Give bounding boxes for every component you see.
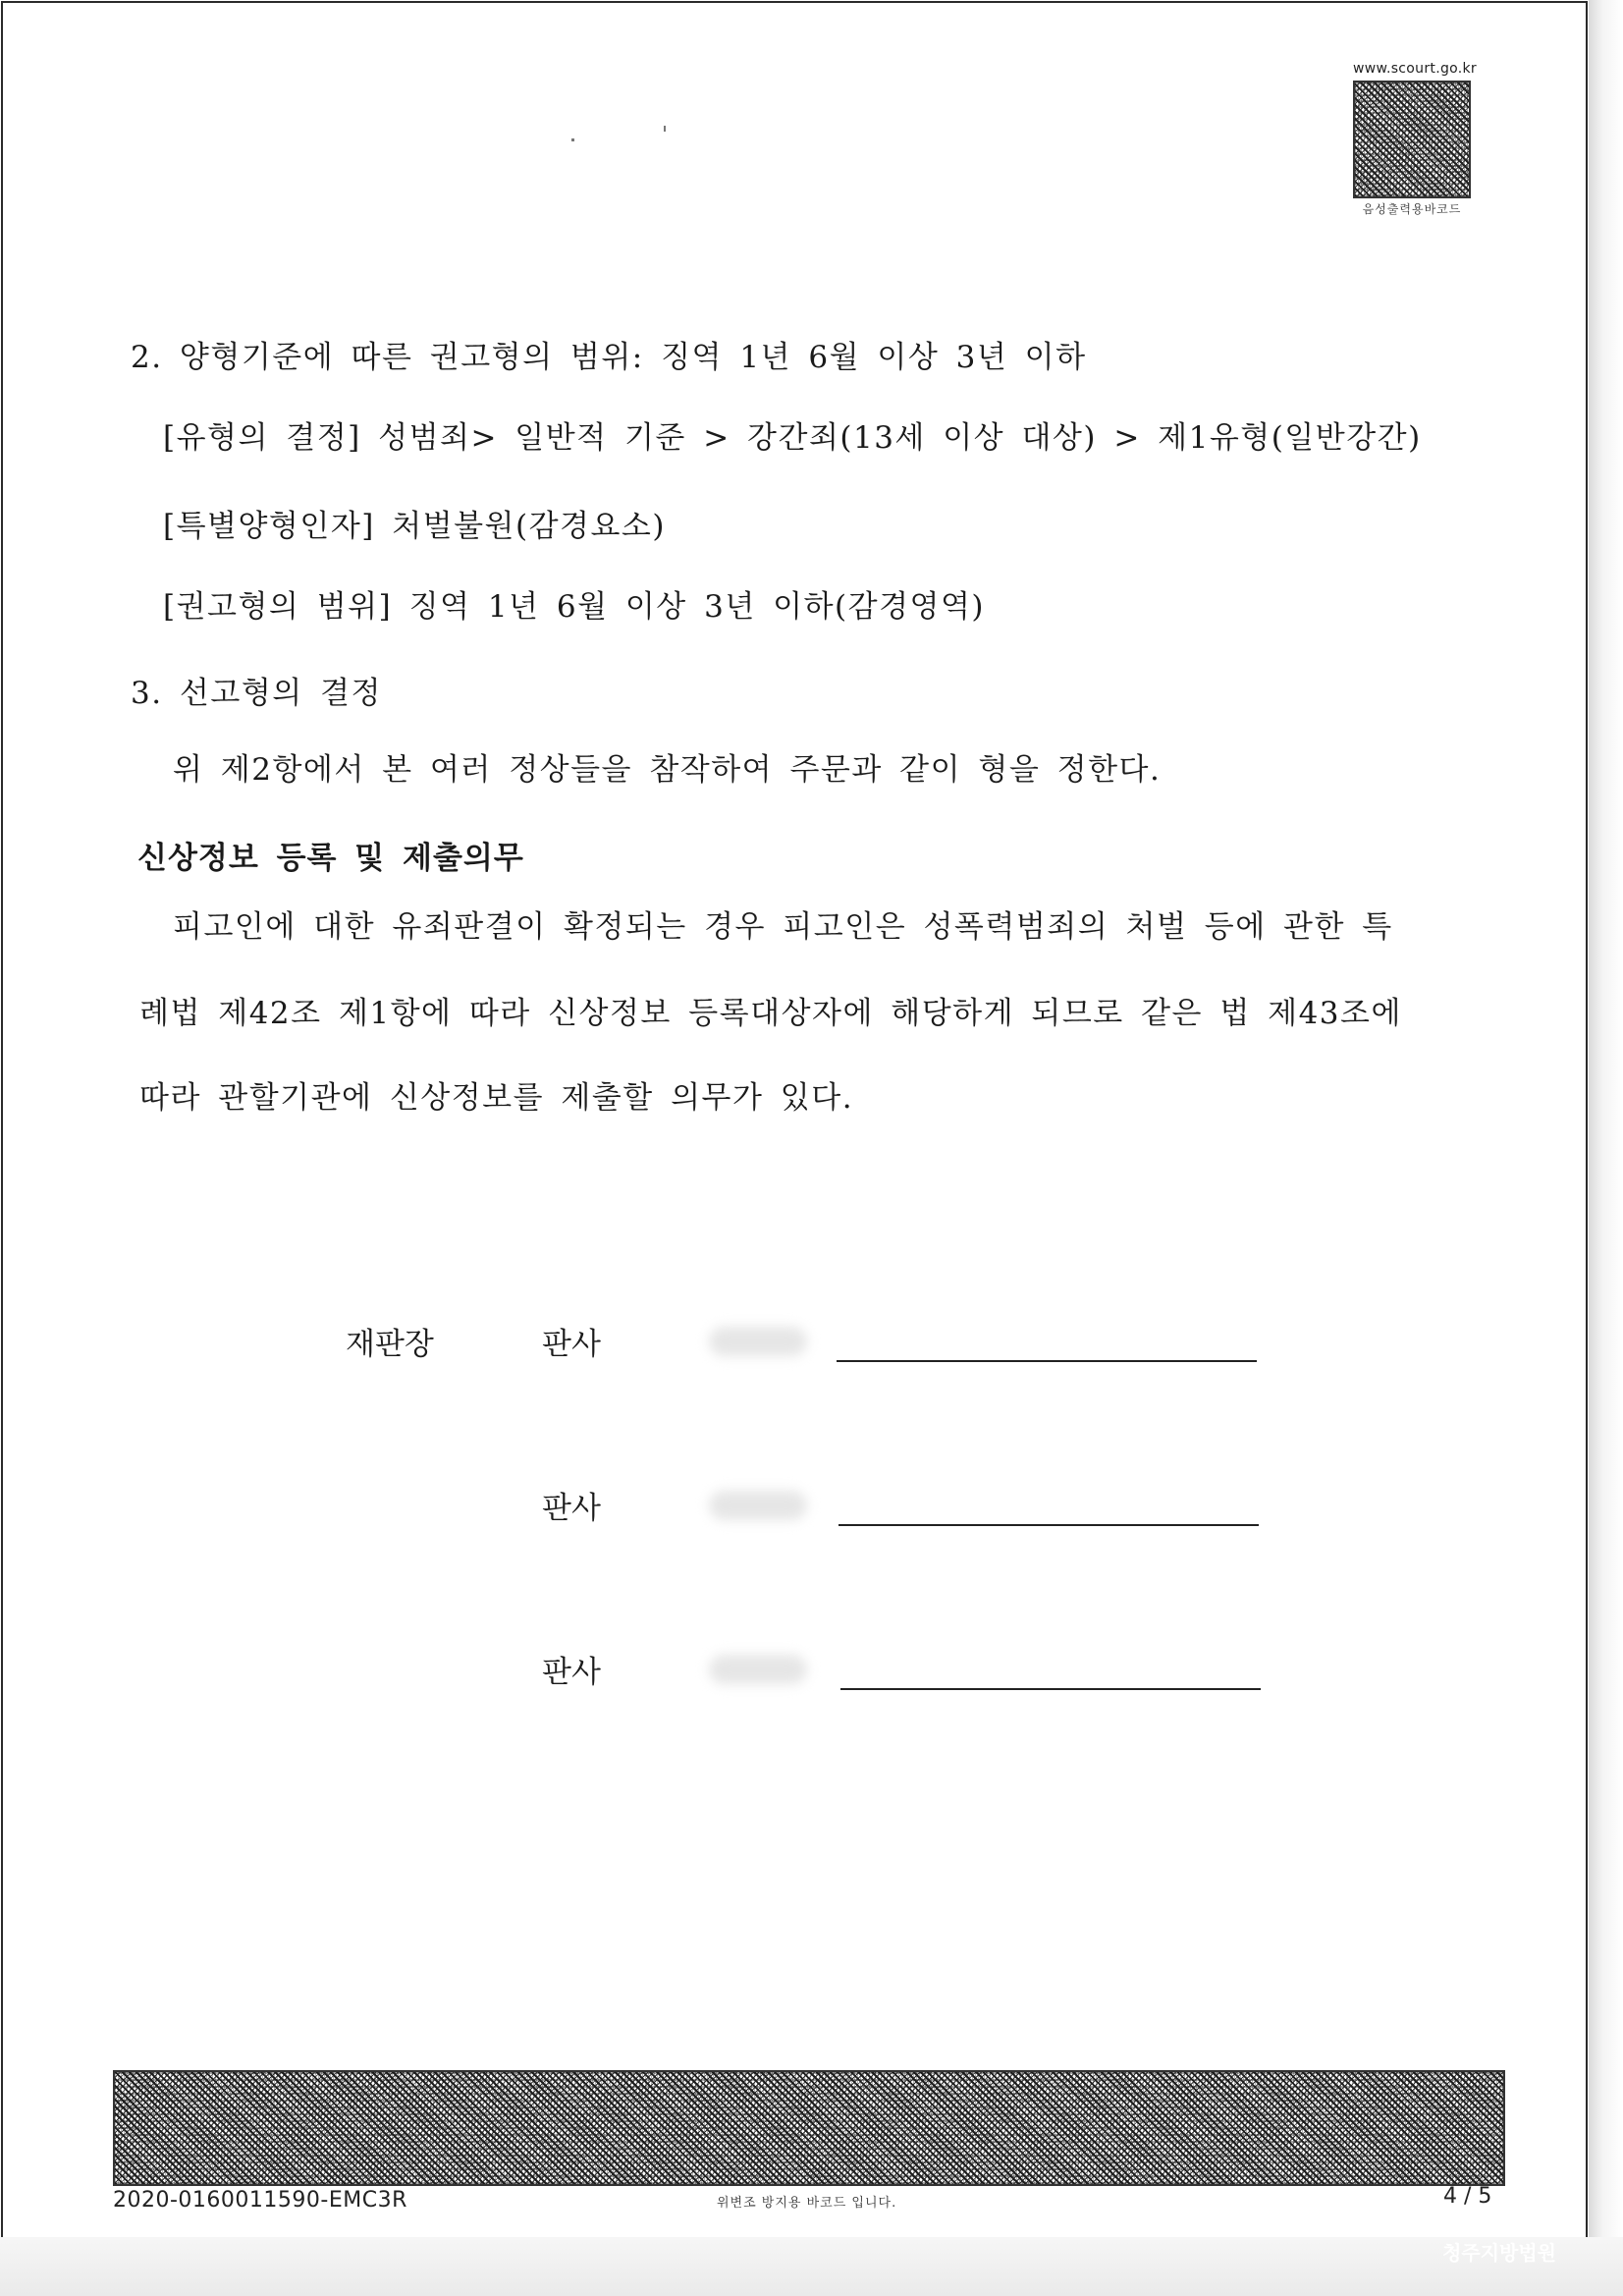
judge-row-presiding	[0, 1319, 1080, 1368]
barcode-note: 위변조 방지용 바코드 입니다.	[717, 2196, 897, 2211]
type-decision: [유형의 결정] 성범죄> 일반적 기준 > 강간죄(13세 이상 대상) > 제1유형(일반강간)	[163, 420, 1422, 456]
section2-title: 2. 양형기준에 따른 권고형의 범위: 징역 1년 6월 이상 3년 이하	[131, 340, 1087, 375]
redacted-judge-name	[709, 1491, 807, 1520]
redacted-judge-name	[709, 1327, 807, 1356]
presiding-label: 재판장	[346, 1327, 434, 1362]
section3-title: 3. 선고형의 결정	[131, 676, 382, 711]
signature-line	[840, 1688, 1261, 1690]
page-number: 4 / 5	[1443, 2184, 1492, 2209]
signature-line	[839, 1524, 1259, 1526]
scan-speck	[664, 126, 666, 132]
registration-para-line: 례법 제42조 제1항에 따라 신상정보 등록대상자에 해당하게 되므로 같은 법 제43조에	[139, 996, 1402, 1031]
registration-heading: 신상정보 등록 및 제출의무	[137, 841, 524, 876]
special-factor: [특별양형인자] 처벌불원(감경요소)	[163, 509, 666, 544]
qr-url: www.scourt.go.kr	[1353, 61, 1477, 77]
scan-speck	[571, 138, 574, 141]
registration-para-line: 피고인에 대한 유죄판결이 확정되는 경우 피고인은 성폭력범죄의 처벌 등에 관한 특	[173, 909, 1393, 945]
section3-text: 위 제2항에서 본 여러 정상들을 참작하여 주문과 같이 형을 정한다.	[173, 752, 1162, 788]
anti-forgery-barcode-icon	[113, 2070, 1505, 2186]
judge-title: 판사	[542, 1655, 601, 1690]
judge-row	[0, 1647, 1080, 1696]
document-number: 2020-0160011590-EMC3R	[113, 2188, 407, 2213]
signature-line	[837, 1360, 1257, 1362]
scan-edge-shadow	[1589, 0, 1623, 2296]
qr-block	[1353, 61, 1477, 217]
registration-para-line: 따라 관할기관에 신상정보를 제출할 의무가 있다.	[139, 1080, 854, 1116]
qr-code-icon	[1353, 81, 1471, 198]
judge-title: 판사	[542, 1327, 601, 1362]
court-name-watermark: 청주지방법원	[1442, 2241, 1556, 2265]
judge-title: 판사	[542, 1491, 601, 1526]
scan-bottom-shadow	[0, 2237, 1623, 2296]
redacted-judge-name	[709, 1655, 807, 1684]
judge-row	[0, 1483, 1080, 1532]
recommended-range: [권고형의 범위] 징역 1년 6월 이상 3년 이하(감경영역)	[163, 589, 985, 625]
qr-caption: 음성출력용바코드	[1362, 202, 1462, 216]
